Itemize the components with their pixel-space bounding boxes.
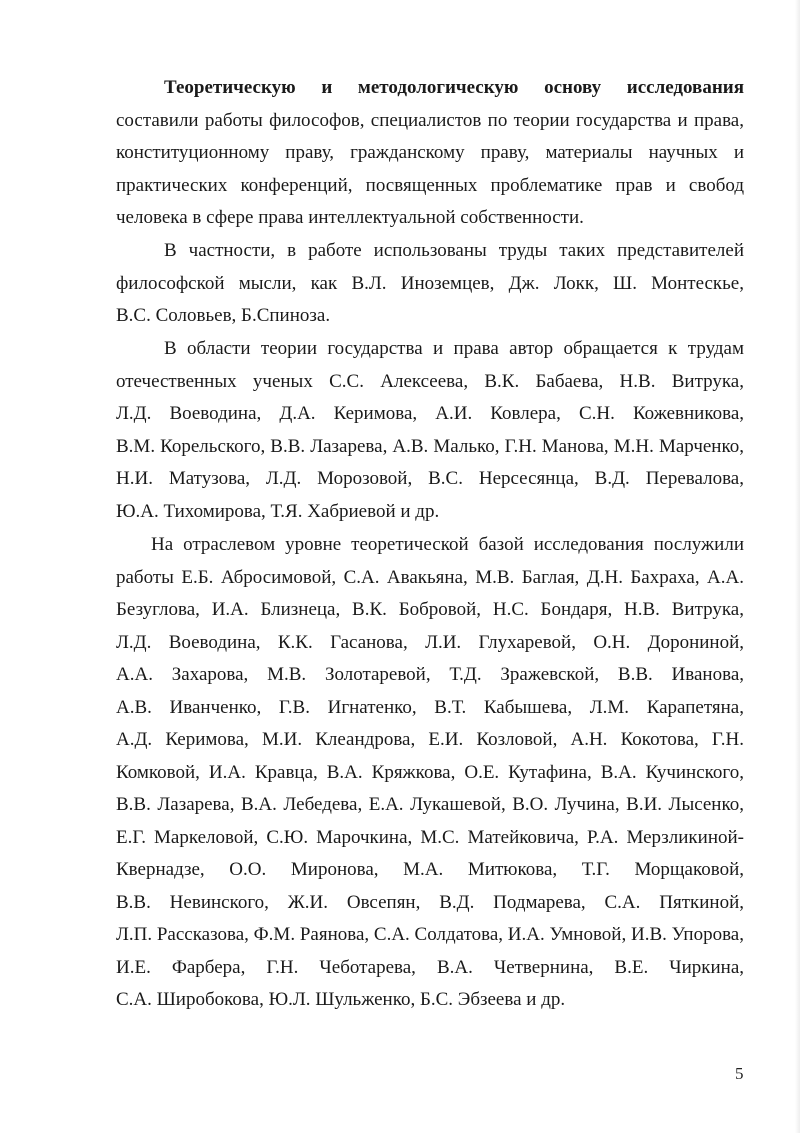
text-line: На отраслевом уровне теоретической базой исследования послужили <box>151 534 744 555</box>
text-line: Л.П. Рассказова, Ф.М. Раянова, С.А. Солдатова, И.А. Умновой, И.В. Упорова, <box>116 924 744 945</box>
paragraph-methodology <box>116 72 744 235</box>
paragraph-heading: Теоретическую и методологическую основу исследования <box>164 77 744 98</box>
text-line: человека в сфере права интеллектуальной собственности. <box>116 207 584 228</box>
text-line: работы Е.Б. Абросимовой, С.А. Авакьяна, М.В. Баглая, Д.Н. Бахраха, А.А. <box>116 566 744 588</box>
text-line: Е.Г. Маркеловой, С.Ю. Марочкина, М.С. Матейковича, Р.А. Мерзликиной- <box>116 826 744 848</box>
text-line: В.В. Невинского, Ж.И. Овсепян, В.Д. Подмарева, С.А. Пяткиной, <box>116 891 744 913</box>
paragraph-philosophers <box>116 235 744 333</box>
text-line: С.А. Широбокова, Ю.Л. Шульженко, Б.С. Эбзеева и др. <box>116 989 566 1010</box>
text-line: В.М. Корельского, В.В. Лазарева, А.В. Малько, Г.Н. Манова, М.Н. Марченко, <box>116 435 744 457</box>
text-line: Л.Д. Воеводина, К.К. Гасанова, Л.И. Глухаревой, О.Н. Дорониной, <box>116 631 744 653</box>
text-line: Квернадзе, О.О. Миронова, М.А. Митюкова, Т.Г. Морщаковой, <box>116 859 744 880</box>
text-line: И.Е. Фарбера, Г.Н. Чеботарева, В.А. Четвернина, В.Е. Чиркина, <box>116 956 744 978</box>
text-line: В частности, в работе использованы труды таких представителей <box>164 240 744 261</box>
text-line: В.С. Соловьев, Б.Спиноза. <box>116 305 331 326</box>
text-line: А.А. Захарова, М.В. Золотаревой, Т.Д. Зражевской, В.В. Иванова, <box>116 664 744 685</box>
text-line: Л.Д. Воеводина, Д.А. Керимова, А.И. Ковлера, С.Н. Кожевникова, <box>116 403 744 424</box>
text-line: Безуглова, И.А. Близнеца, В.К. Бобровой, Н.С. Бондаря, Н.В. Витрука, <box>116 599 744 620</box>
text-line: А.Д. Керимова, М.И. Клеандрова, Е.И. Козловой, А.Н. Кокотова, Г.Н. <box>116 729 744 750</box>
text-line: В.В. Лазарева, В.А. Лебедева, Е.А. Лукашевой, В.О. Лучина, В.И. Лысенко, <box>116 794 744 815</box>
paragraph-branch-level <box>116 529 744 1017</box>
scan-edge <box>795 0 800 1133</box>
text-line: Комковой, И.А. Кравца, В.А. Кряжкова, О.Е. Кутафина, В.А. Кучинского, <box>116 761 744 783</box>
text-line: философской мысли, как В.Л. Иноземцев, Дж. Локк, Ш. Монтескье, <box>116 272 744 294</box>
text-line: В области теории государства и права автор обращается к трудам <box>164 338 744 359</box>
page-number: 5 <box>735 1064 744 1083</box>
text-line: конституционному праву, гражданскому праву, материалы научных и <box>116 142 744 163</box>
text-line: составили работы философов, специалистов по теории государства и права, <box>116 109 744 131</box>
text-line: отечественных ученых С.С. Алексеева, В.К. Бабаева, Н.В. Витрука, <box>116 370 744 392</box>
text-line: Ю.А. Тихомирова, Т.Я. Хабриевой и др. <box>116 500 440 522</box>
text-line: практических конференций, посвященных проблематике прав и свобод <box>116 174 744 196</box>
text-line: А.В. Иванченко, Г.В. Игнатенко, В.Т. Кабышева, Л.М. Карапетяна, <box>116 696 744 718</box>
paragraph-state-theory <box>116 333 744 528</box>
text-line: Н.И. Матузова, Л.Д. Морозовой, В.С. Нерсесянца, В.Д. Перевалова, <box>116 468 744 489</box>
